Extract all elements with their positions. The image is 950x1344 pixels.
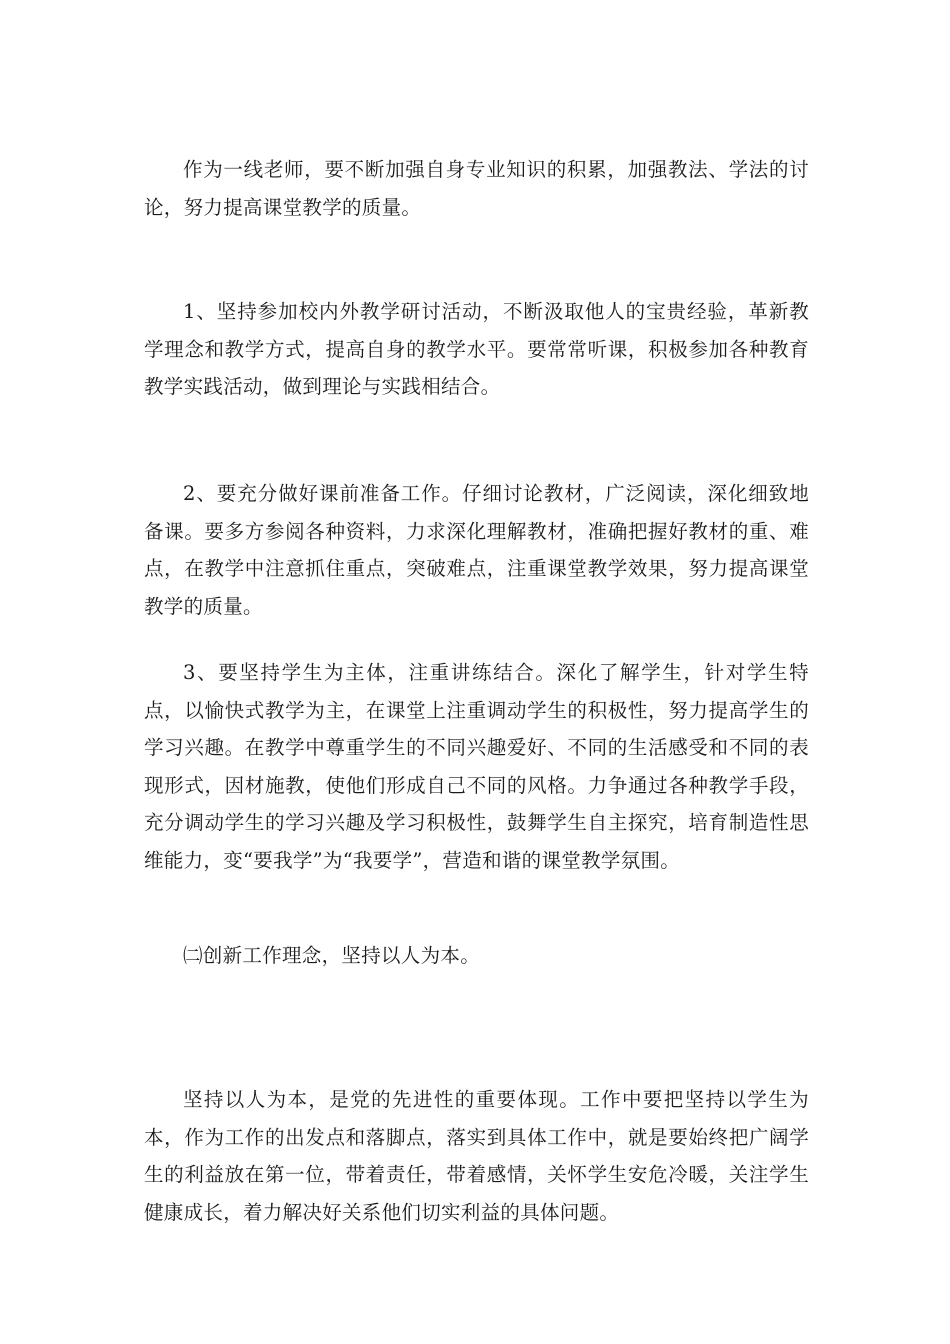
paragraph-item-3-student-centered: 3、要坚持学生为主体，注重讲练结合。深化了解学生，针对学生特点，以愉快式教学为主，在课堂上注重调动学生的积极性，努力提高学生的学习兴趣。在教学中尊重学生的不同兴趣爱好、不同的生活感受和不同的表现形式，因材施教，使他们形成自己不同的风格。力争通过各种教学手段，充分调动学生的学习兴趣及学习积极性，鼓舞学生自主探究，培育制造性思维能力，变“要我学”为“我要学”，营造和谐的课堂教学氛围。 xyxy=(144,661,809,872)
section-heading-people-oriented: ㈡创新工作理念，坚持以人为本。 xyxy=(183,944,481,967)
paragraph-people-oriented: 坚持以人为本，是党的先进性的重要体现。工作中要把坚持以学生为本，作为工作的出发点和落脚点，落实到具体工作中，就是要始终把广阔学生的利益放在第一位，带着责任，带着感情，关怀学生安危冷暖，关注学生健康成长，着力解决好关系他们切实利益的具体问题。 xyxy=(144,1088,809,1224)
paragraph-teacher-knowledge: 作为一线老师，要不断加强自身专业知识的积累，加强教法、学法的讨论，努力提高课堂教学的质量。 xyxy=(144,158,809,219)
paragraph-item-2-preparation: 2、要充分做好课前准备工作。仔细讨论教材，广泛阅读，深化细致地备课。要多方参阅各种资料，力求深化理解教材，准确把握好教材的重、难点，在教学中注意抓住重点，突破难点，注重课堂教学效果，努力提高课堂教学的质量。 xyxy=(144,482,809,618)
paragraph-item-1-research: 1、坚持参加校内外教学研讨活动，不断汲取他人的宝贵经验，革新教学理念和教学方式，提高自身的教学水平。要常常听课，积极参加各种教育教学实践活动，做到理论与实践相结合。 xyxy=(144,300,809,398)
